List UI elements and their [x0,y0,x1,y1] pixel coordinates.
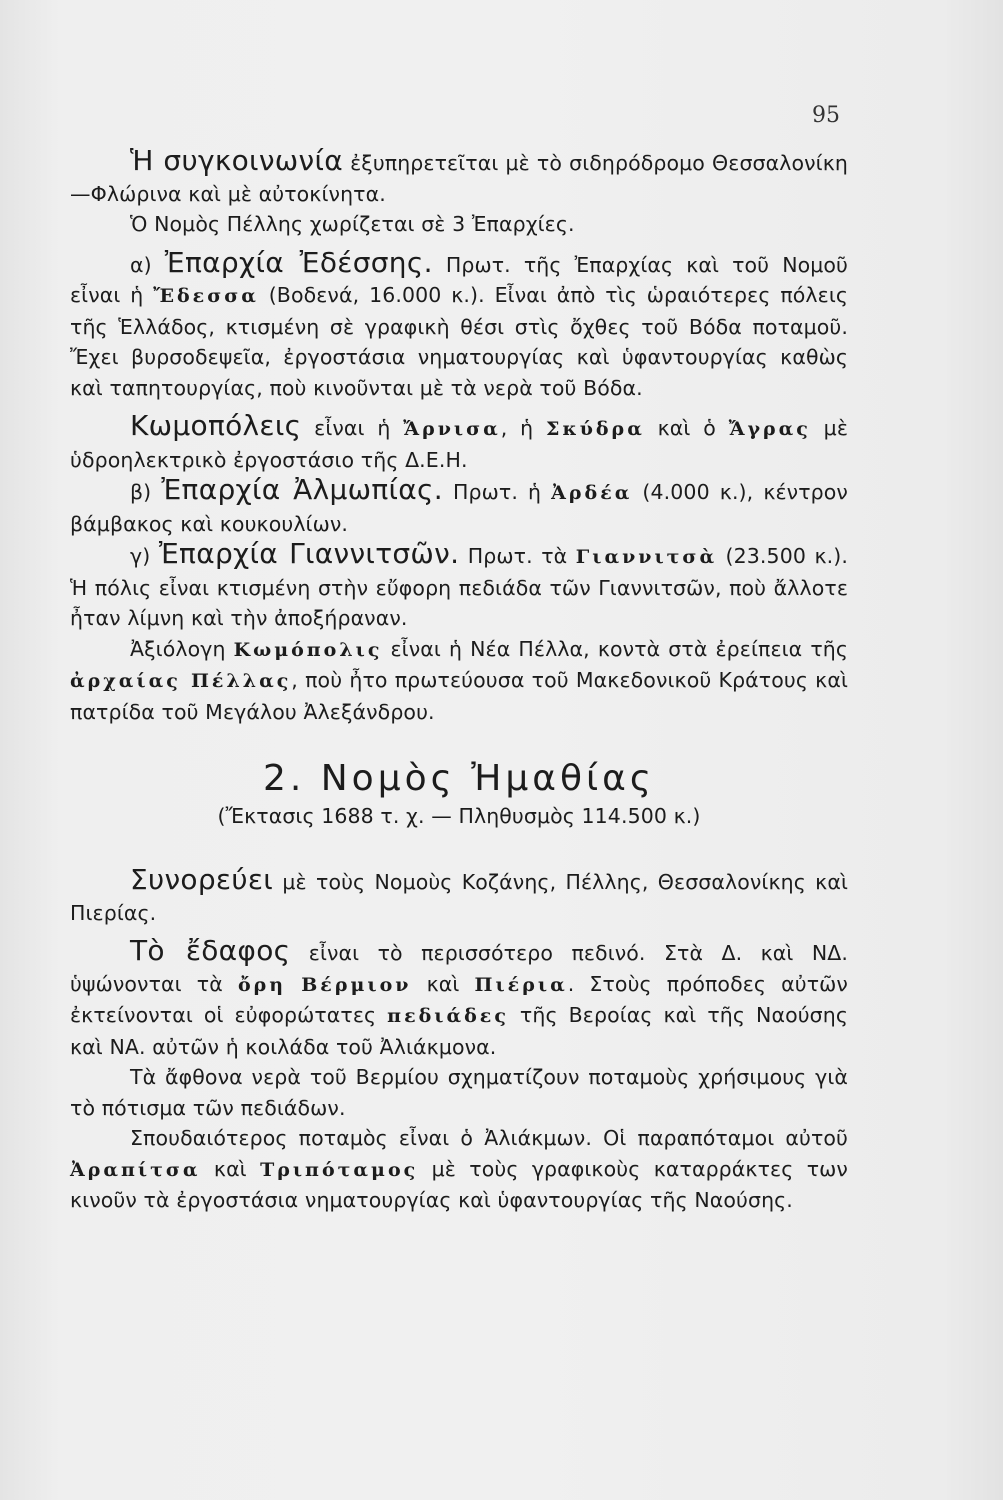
page-number: 95 [812,103,840,128]
province-heading: Ἐπαρχία Γιαννιτσῶν. [158,537,460,570]
section-title: 2. Νομὸς Ἠμαθίας [262,758,656,799]
paragraph-transport: Ἡ συγκοινωνία ἐξυπηρετεῖται μὲ τὸ σιδηρόδρομο Θεσσαλονίκη—Φλώρινα καὶ μὲ αὐτοκίνητα. [70,144,848,206]
paragraph-waters: Τὰ ἄφθονα νερὰ τοῦ Βερμίου σχηματίζουν ποταμοὺς χρήσιμους γιὰ τὸ πότισμα τῶν πεδιάδων. [70,1065,848,1120]
lead-term: Κωμοπόλεις [130,409,302,442]
paragraph-nea-pella: Ἀξιόλογη Κωμόπολις εἶναι ἡ Νέα Πέλλα, κοντὰ στὰ ἐρείπεια τῆς ἀρχαίας Πέλλας, ποὺ ἦτο πρωτεύουσα τοῦ Μακεδονικοῦ Κράτους καὶ πατρίδα τοῦ Μεγάλου Ἀλεξάνδρου. [70,636,848,724]
paragraph-rivers: Σπουδαιότερος ποταμὸς εἶναι ὁ Ἀλιάκμων. Οἱ παραπόταμοι αὐτοῦ Ἀραπίτσα καὶ Τριπόταμος μὲ τοὺς γραφικοὺς καταρράκτες των κινοῦν τὰ ἐργοστάσια νηματουργίας καὶ ὑφαντουργίας τῆς Ναούσης. [70,1126,848,1212]
paragraph-provinces: Ὁ Νομὸς Πέλλης χωρίζεται σὲ 3 Ἐπαρχίες. [130,212,575,236]
province-heading: Ἐπαρχία Ἀλμωπίας. [161,473,443,506]
paragraph-almopia: β) Ἐπαρχία Ἀλμωπίας. Πρωτ. ἡ Ἀρδέα (4.000 κ.), κέντρον βάμβακος καὶ κουκουλίων. [70,473,848,536]
section-subtitle: (Ἔκτασις 1688 τ. χ. — Πληθυσμὸς 114.500 κ.) [217,804,701,828]
paragraph-towns: Κωμοπόλεις εἶναι ἡ Ἄρνισα, ἡ Σκύδρα καὶ ὁ Ἄγρας μὲ ὑδροηλεκτρικὸ ἐργοστάσιο τῆς Δ.Ε.Η. [70,409,848,472]
paragraph-giannitsa: γ) Ἐπαρχία Γιαννιτσῶν. Πρωτ. τὰ Γιαννιτσὰ (23.500 κ.). Ἡ πόλις εἶναι κτισμένη στὴν εὔφορη πεδιάδα τῶν Γιαννιτσῶν, ποὺ ἄλλοτε ἦταν λίμνη καὶ τὴν ἀποξήραναν. [70,537,848,630]
lead-term: Συνορεύει [130,863,274,896]
paragraph-terrain: Τὸ ἔδαφος εἶναι τὸ περισσότερο πεδινό. Στὰ Δ. καὶ ΝΔ. ὑψώνονται τὰ ὄρη Βέρμιον καὶ Πιέρια. Στοὺς πρόποδες αὐτῶν ἐκτείνονται οἱ εὐφορώτατες πεδιάδες τῆς Βεροίας καὶ τῆς Ναούσης καὶ ΝΑ. αὐτῶν ἡ κοιλάδα τοῦ Ἀλιάκμονα. [70,934,848,1059]
paragraph-edessa: α) Ἐπαρχία Ἐδέσσης. Πρωτ. τῆς Ἐπαρχίας καὶ τοῦ Νομοῦ εἶναι ἡ Ἔδεσσα (Βοδενά, 16.000 κ.). Εἶναι ἀπὸ τὶς ὡραιότερες πόλεις τῆς Ἑλλάδος, κτισμένη σὲ γραφικὴ θέσι στὶς ὄχθες τοῦ Βόδα ποταμοῦ. Ἔχει βυρσοδεψεῖα, ἐργοστάσια νηματουργίας καὶ ὑφαντουργίας καθὼς καὶ ταπητουργίας, ποὺ κινοῦνται μὲ τὰ νερὰ τοῦ Βόδα. [70,245,849,400]
page-body [70,146,848,1216]
paragraph-borders: Συνορεύει μὲ τοὺς Νομοὺς Κοζάνης, Πέλλης, Θεσσαλονίκης καὶ Πιερίας. [70,863,848,925]
province-heading: Ἐπαρχία Ἐδέσσης. [164,245,433,279]
spaced-term: Ἔδεσσα [153,285,259,307]
lead-term: Ἡ συγκοινωνία [130,144,343,177]
lead-term: Τὸ ἔδαφος [130,934,291,967]
